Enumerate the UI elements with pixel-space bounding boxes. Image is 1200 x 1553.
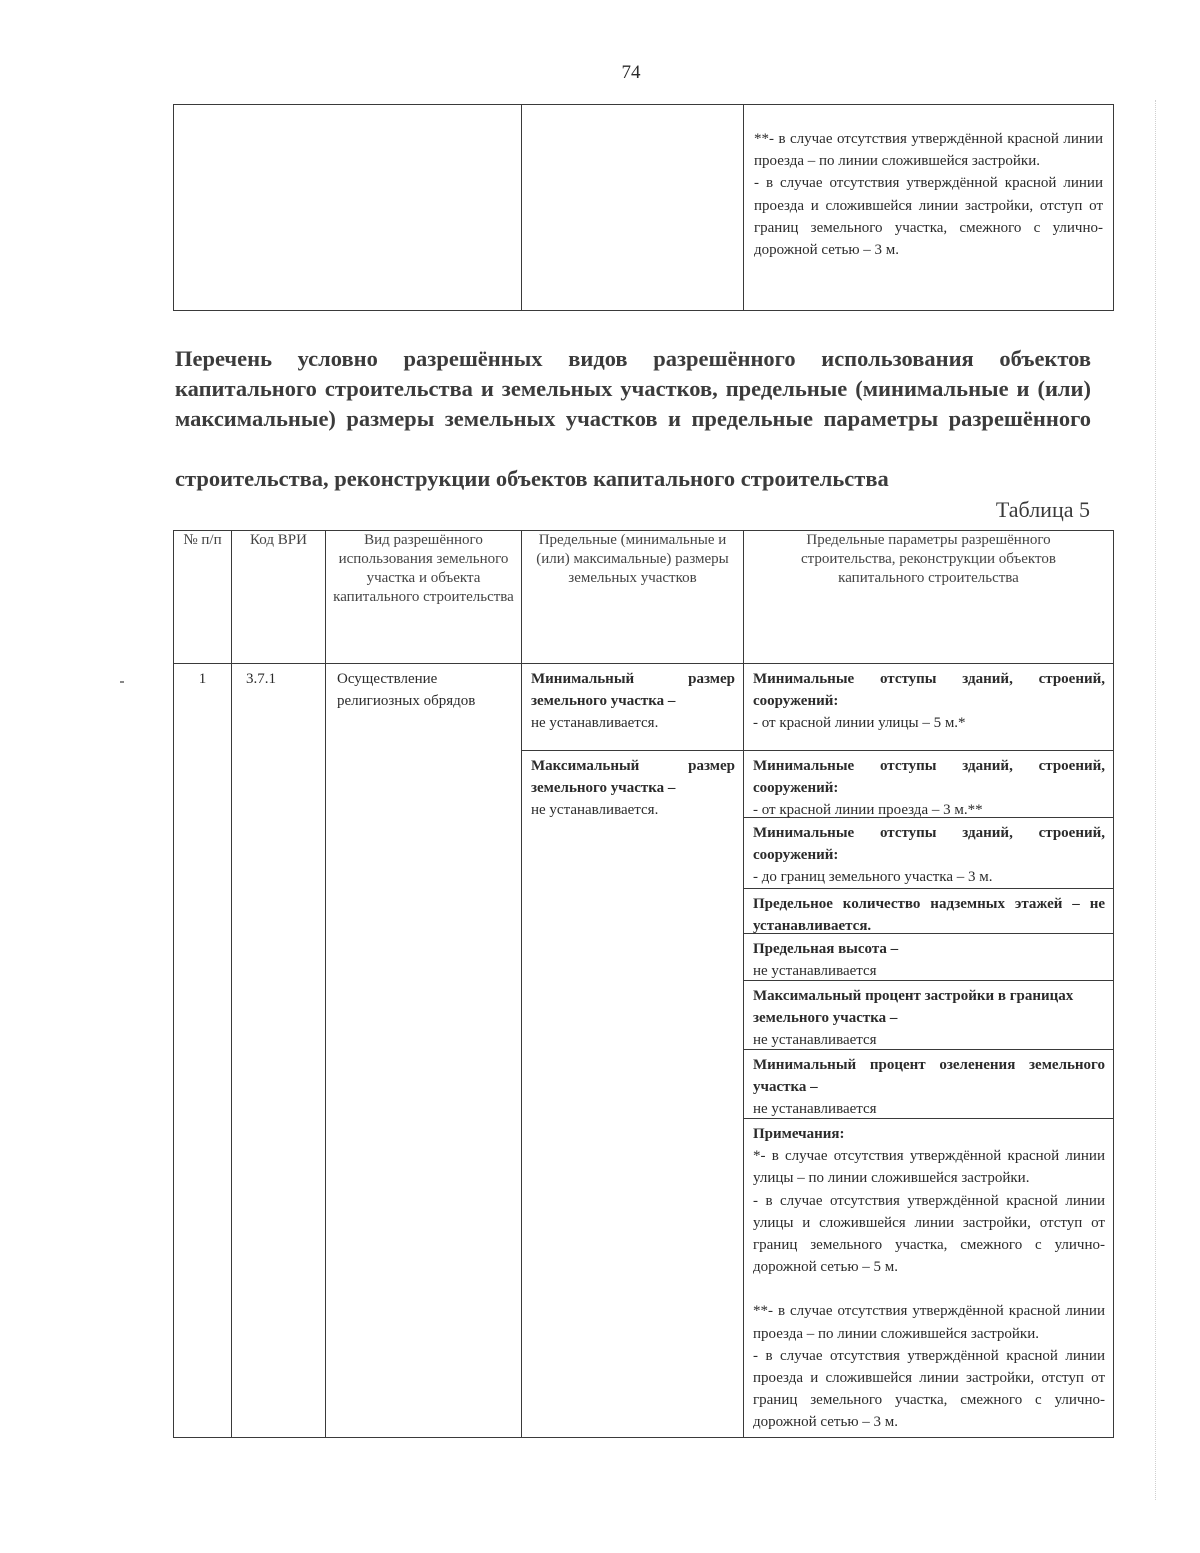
size-min <box>522 664 743 751</box>
row-params <box>744 664 1114 1438</box>
table-cell-empty <box>174 105 522 311</box>
param-title: Предельная высота – <box>753 941 899 957</box>
row-num: 1 <box>174 664 232 1438</box>
table-caption: Таблица 5 <box>995 497 1090 522</box>
param-setback-driveway <box>744 751 1113 818</box>
notes-section <box>744 1119 1113 1437</box>
table-row <box>174 664 1114 1438</box>
size-max-value: не устанавливается. <box>531 802 659 819</box>
row-sizes <box>522 664 744 1438</box>
note-line: - в случае отсутствия утверждённой красной линии улицы и сложившейся линии застройки, отступ от границ земельного участка, смежного с улично-дорожной сетью – 5 м. <box>753 1192 1105 1276</box>
param-title: Минимальные отступы зданий, строений, сооружений: <box>753 758 1105 797</box>
page-number: 74 <box>621 62 641 83</box>
size-max <box>522 751 743 824</box>
size-min-value: не устанавливается. <box>531 715 659 732</box>
notes-title: Примечания: <box>753 1126 845 1142</box>
param-setback-boundary <box>744 818 1113 889</box>
param-value: не устанавливается <box>753 1032 877 1049</box>
size-max-title: Максимальный размер земельного участка – <box>531 758 735 797</box>
scan-speck <box>120 681 124 683</box>
note-line: **- в случае отсутствия утверждённой красной линии проезда – по линии сложившейся застройки. <box>754 131 1103 170</box>
param-value: - от красной линии улицы – 5 м.* <box>753 715 966 732</box>
table-cell-empty <box>522 105 744 311</box>
header-sizes: Предельные (минимальные и (или) максимальные) размеры земельных участков <box>522 531 744 664</box>
section-heading-last-line: строительства, реконструкции объектов капитального строительства <box>175 466 889 491</box>
param-title: Максимальный процент застройки в границах земельного участка – <box>753 988 1074 1027</box>
header-kind: Вид разрешённого использования земельного участка и объекта капитального строительства <box>326 531 522 664</box>
scan-edge-line <box>1155 100 1157 1500</box>
param-min-greenery <box>744 1050 1113 1119</box>
param-value: не устанавливается <box>753 1101 877 1118</box>
header-code: Код ВРИ <box>232 531 326 664</box>
note-line: - в случае отсутствия утверждённой красной линии проезда и сложившейся линии застройки, отступ от границ земельного участка, смежного с улично-дорожной сетью – 3 м. <box>754 175 1103 258</box>
table-row <box>174 105 1114 311</box>
size-min-title: Минимальный размер земельного участка – <box>531 671 735 710</box>
header-num: № п/п <box>174 531 232 664</box>
param-max-coverage <box>744 981 1113 1050</box>
param-title: Минимальные отступы зданий, строений, сооружений: <box>753 825 1105 864</box>
param-value: - от красной линии проезда – 3 м.** <box>753 802 983 819</box>
param-floors <box>744 889 1113 934</box>
param-setback-street <box>744 664 1113 751</box>
section-heading: Перечень условно разрешённых видов разрешённого использования объектов капитального строительства и земельных участков, предельные (минимальные и (или) максимальные) размеры земельных участков и предельные параметры разрешённого <box>175 346 1091 431</box>
param-title: Минимальные отступы зданий, строений, сооружений: <box>753 671 1105 710</box>
param-title: Минимальный процент озеленения земельного участка – <box>753 1057 1105 1096</box>
header-params: Предельные параметры разрешённого строительства, реконструкции объектов капитального строительства <box>744 531 1114 664</box>
param-height <box>744 934 1113 981</box>
note-line: - в случае отсутствия утверждённой красной линии проезда и сложившейся линии застройки, отступ от границ земельного участка, смежного с улично-дорожной сетью – 3 м. <box>753 1347 1105 1431</box>
continuation-table <box>173 104 1114 311</box>
row-code: 3.7.1 <box>232 664 326 1438</box>
param-title: Предельное количество надземных этажей – не устанавливается. <box>753 896 1105 935</box>
notes-cell <box>744 105 1114 311</box>
row-kind: Осуществление религиозных обрядов <box>326 664 522 1438</box>
param-value: не устанавливается <box>753 963 877 980</box>
param-value: - до границ земельного участка – 3 м. <box>753 869 993 886</box>
note-line: *- в случае отсутствия утверждённой красной линии улицы – по линии сложившейся застройки. <box>753 1148 1105 1187</box>
permitted-use-table <box>173 530 1114 1438</box>
note-line: **- в случае отсутствия утверждённой красной линии проезда – по линии сложившейся застройки. <box>753 1303 1105 1342</box>
table-header-row <box>174 531 1114 664</box>
